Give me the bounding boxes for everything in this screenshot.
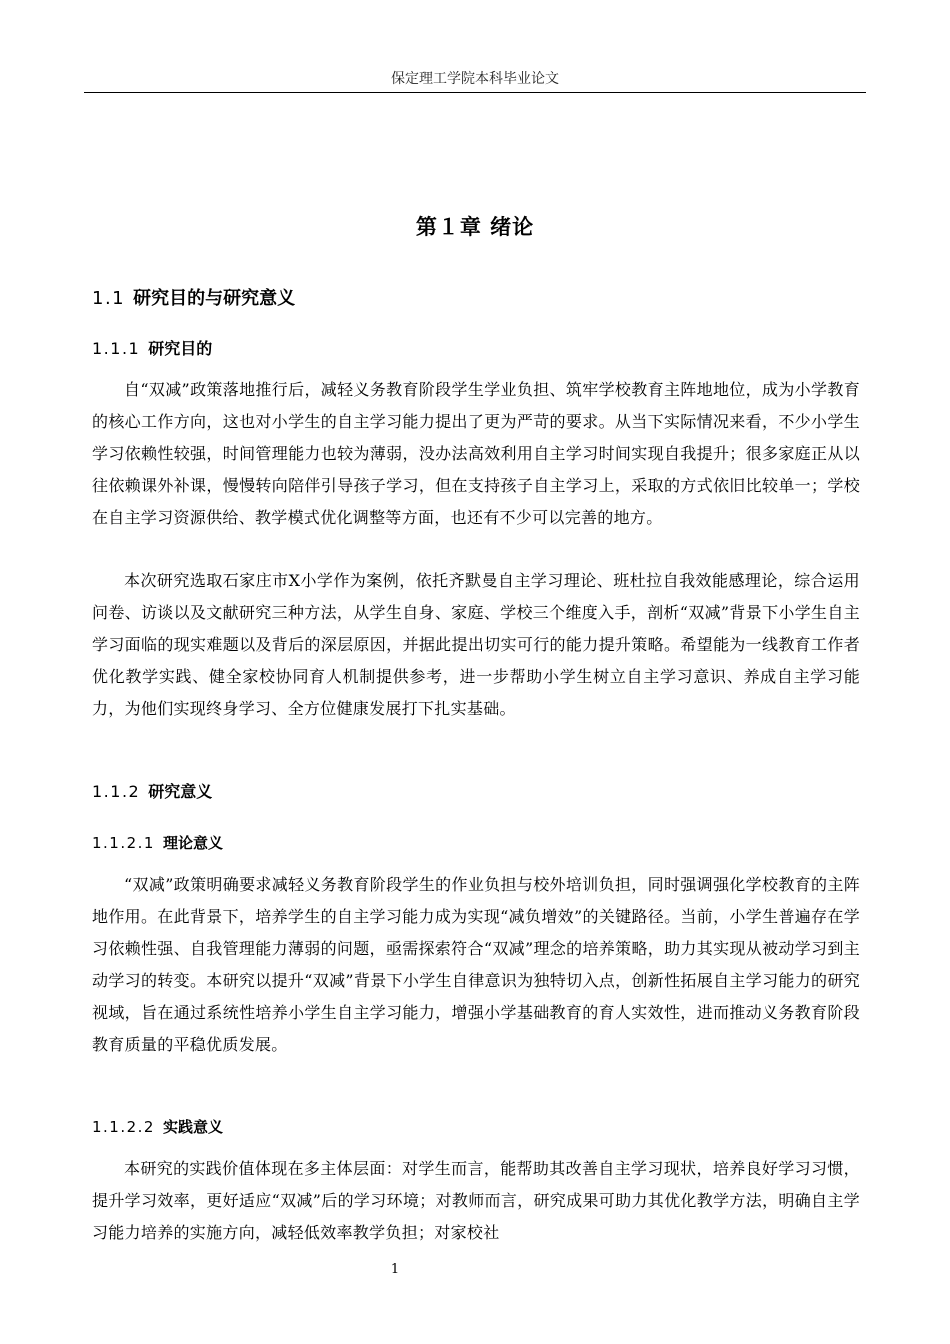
running-header: [84, 70, 866, 93]
section-heading-1-1-2-1: [92, 832, 223, 854]
body-paragraph: “双减”政策明确要求减轻义务教育阶段学生的作业负担与校外培训负担，同时强调强化学校教育的主阵地作用。在此背景下，培养学生的自主学习能力成为实现“减负增效”的关键路径。当前，小学生普遍存在学习依赖性强、自我管理能力薄弱的问题，亟需探索符合“双减”理念的培养策略，助力其实现从被动学习到主动学习的转变。本研究以提升“双减”背景下小学生自律意识为独特切入点，创新性拓展自主学习能力的研究视域，旨在通过系统性培养小学生自主学习能力，增强小学基础教育的育人实效性，进而推动义务教育阶段教育质量的平稳优质发展。: [92, 875, 860, 1054]
section-title: 研究目的: [148, 339, 213, 358]
section-heading-1-1-1: [92, 337, 212, 361]
section-number: 1.1.1: [92, 339, 141, 358]
section-title: 研究目的与研究意义: [133, 288, 296, 309]
section-number: 1.1.2.2: [92, 1118, 155, 1136]
section-number: 1.1: [92, 288, 126, 309]
chapter-title: 第１章 绪论: [415, 215, 535, 239]
section-number: 1.1.2: [92, 782, 141, 801]
section-heading-1-1: [92, 286, 295, 312]
section-number: 1.1.2.1: [92, 834, 155, 852]
page-number: 1: [390, 1262, 400, 1277]
section-heading-1-1-2: [92, 780, 212, 804]
section-title: 研究意义: [148, 782, 213, 801]
running-header-title: 保定理工学院本科毕业论文: [391, 71, 559, 87]
section-heading-1-1-2-2: [92, 1116, 223, 1138]
body-paragraph: 自“双减”政策落地推行后，减轻义务教育阶段学生学业负担、筑牢学校教育主阵地地位，成为小学教育的核心工作方向，这也对小学生的自主学习能力提出了更为严苛的要求。从当下实际情况来看，不少小学生学习依赖性较强，时间管理能力也较为薄弱，没办法高效利用自主学习时间实现自我提升；很多家庭正从以往依赖课外补课，慢慢转向陪伴引导孩子学习，但在支持孩子自主学习上，采取的方式依旧比较单一；学校在自主学习资源供给、教学模式优化调整等方面，也还有不少可以完善的地方。: [92, 380, 860, 527]
section-title: 理论意义: [162, 834, 223, 852]
section-title: 实践意义: [162, 1118, 223, 1136]
body-paragraph: 本次研究选取石家庄市X小学作为案例，依托齐默曼自主学习理论、班杜拉自我效能感理论，综合运用问卷、访谈以及文献研究三种方法，从学生自身、家庭、学校三个维度入手，剖析“双减”背景下小学生自主学习面临的现实难题以及背后的深层原因，并据此提出切实可行的能力提升策略。希望能为一线教育工作者优化教学实践、健全家校协同育人机制提供参考，进一步帮助小学生树立自主学习意识、养成自主学习能力，为他们实现终身学习、全方位健康发展打下扎实基础。: [92, 571, 860, 718]
body-paragraph: 本研究的实践价值体现在多主体层面：对学生而言，能帮助其改善自主学习现状，培养良好学习习惯，提升学习效率，更好适应“双减”后的学习环境；对教师而言，研究成果可助力其优化教学方法，明确自主学习能力培养的实施方向，减轻低效率教学负担；对家校社: [92, 1159, 860, 1242]
